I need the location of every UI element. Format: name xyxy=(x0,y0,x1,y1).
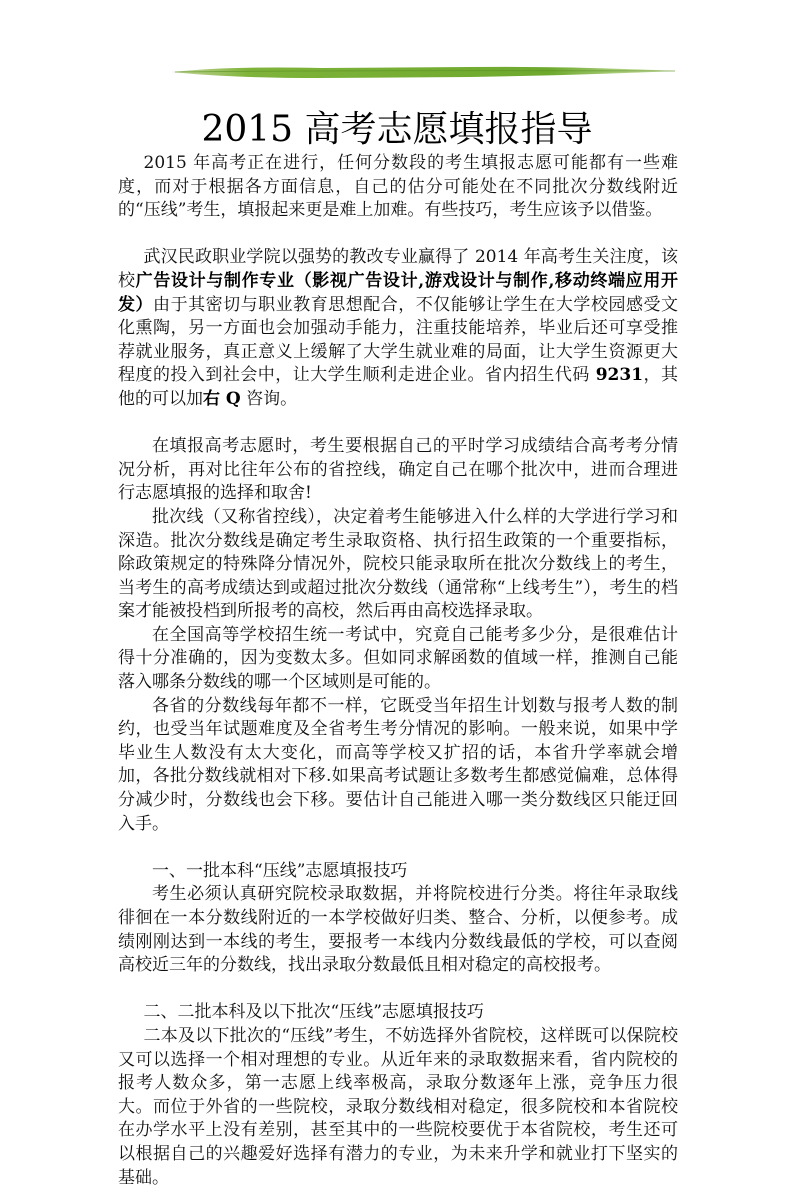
promo-text-1: 武汉民政职业学院以强势的教改专业赢得了 2014 年高考生关注度，该校 xyxy=(118,247,678,291)
promo-text-2: 由于其密切与职业教育思想配合，不仅能够让学生在大学校园感受文化熏陶，另一方面也会加强动手能力，注重技能培养，毕业后还可享受推荐就业服务，真正意义上缓解了大学生就业难的局面，让大学生资源更大程度的投入到社会中，让大学生顺利走进企业。省内招生代码 xyxy=(118,294,679,386)
section-2-body: 二本及以下批次的“压线”考生，不妨选择外省院校，这样既可以保院校又可以选择一个相对理想的专业。从近年来的录取数据来看，省内院校的报考人数众多，第一志愿上线率极高，录取分数逐年上涨，竞争压力很大。而位于外省的一些院校，录取分数线相对稳定，很多院校和本省院校在办学水平上没有差别，甚至其中的一些院校要优于本省院校，考生还可以根据自己的兴趣爱好选择有潜力的专业，为未来升学和就业打下坚实的基础。 xyxy=(118,1025,678,1188)
body-paragraph: 各省的分数线每年都不一样，它既受当年招生计划数与报考人数的制约，也受当年试题难度及全省考生考分情况的影响。一般来说，如果中学毕业生人数没有太大变化，而高等学校又扩招的话，本省升学率就会增加，各批分数线就相对下移.如果高考试题让多数考生都感觉偏难，总体得分减少时，分数线也会下移。要估计自己能进入哪一类分数线区只能迂回入手。 xyxy=(118,695,678,834)
promo-paragraph xyxy=(118,246,678,411)
promo-text-4: 咨询。 xyxy=(240,388,298,409)
body-paragraph: 在全国高等学校招生统一考试中，究竟自己能考多少分，是很难估计得十分准确的，因为变数太多。但如同求解函数的值域一样，推测自己能落入哪条分数线的哪一个区域则是可能的。 xyxy=(118,624,678,693)
body-paragraph: 在填报高考志愿时，考生要根据自己的平时学习成绩结合高考考分情况分析，再对比往年公布的省控线，确定自己在哪个批次中，进而合理进行志愿填报的选择和取舍! xyxy=(118,436,678,504)
document-body xyxy=(118,152,678,1190)
promo-text-3: ，其他的可以加 xyxy=(118,365,678,409)
intro-paragraph: 2015 年高考正在进行，任何分数段的考生填报志愿可能都有一些难度，而对于根据各方面信息，自己的估分可能处在不同批次分数线附近的“压线”考生，填报起来更是难上加难。有些技巧，考生应该予以借鉴。 xyxy=(118,153,678,221)
green-brush-stroke-decoration xyxy=(170,60,680,84)
body-paragraph: 批次线（又称省控线），决定着考生能够进入什么样的大学进行学习和深造。批次分数线是确定考生录取资格、执行招生政策的一个重要指标，除政策规定的特殊降分情况外，院校只能录取所在批次分数线上的考生，当考生的高考成绩达到或超过批次分数线（通常称“上线考生”），考生的档案才能被投档到所报考的高校，然后再由高校选择录取。 xyxy=(118,506,678,622)
page-title: 2015 高考志愿填报指导 xyxy=(201,109,593,150)
section-1-heading: 一、一批本科“压线”志愿填报技巧 xyxy=(152,860,408,881)
promo-major-bold: 广告设计与制作专业（影视广告设计,游戏设计与制作,移动终端应用开发） xyxy=(118,270,679,315)
section-2-heading: 二、二批本科及以下批次“压线”志愿填报技巧 xyxy=(143,1002,484,1023)
section-1-body: 考生必须认真研究院校录取数据，并将院校进行分类。将往年录取线徘徊在一本分数线附近的一本学校做好归类、整合、分析，以便参考。成绩刚刚达到一本线的考生，要报考一本线内分数线最低的学校，可以查阅高校近三年的分数线，找出录取分数最低且相对稳定的高校报考。 xyxy=(118,884,678,976)
contact-qq-bold: 右 Q xyxy=(203,388,241,409)
enrollment-code: 9231 xyxy=(595,365,644,386)
